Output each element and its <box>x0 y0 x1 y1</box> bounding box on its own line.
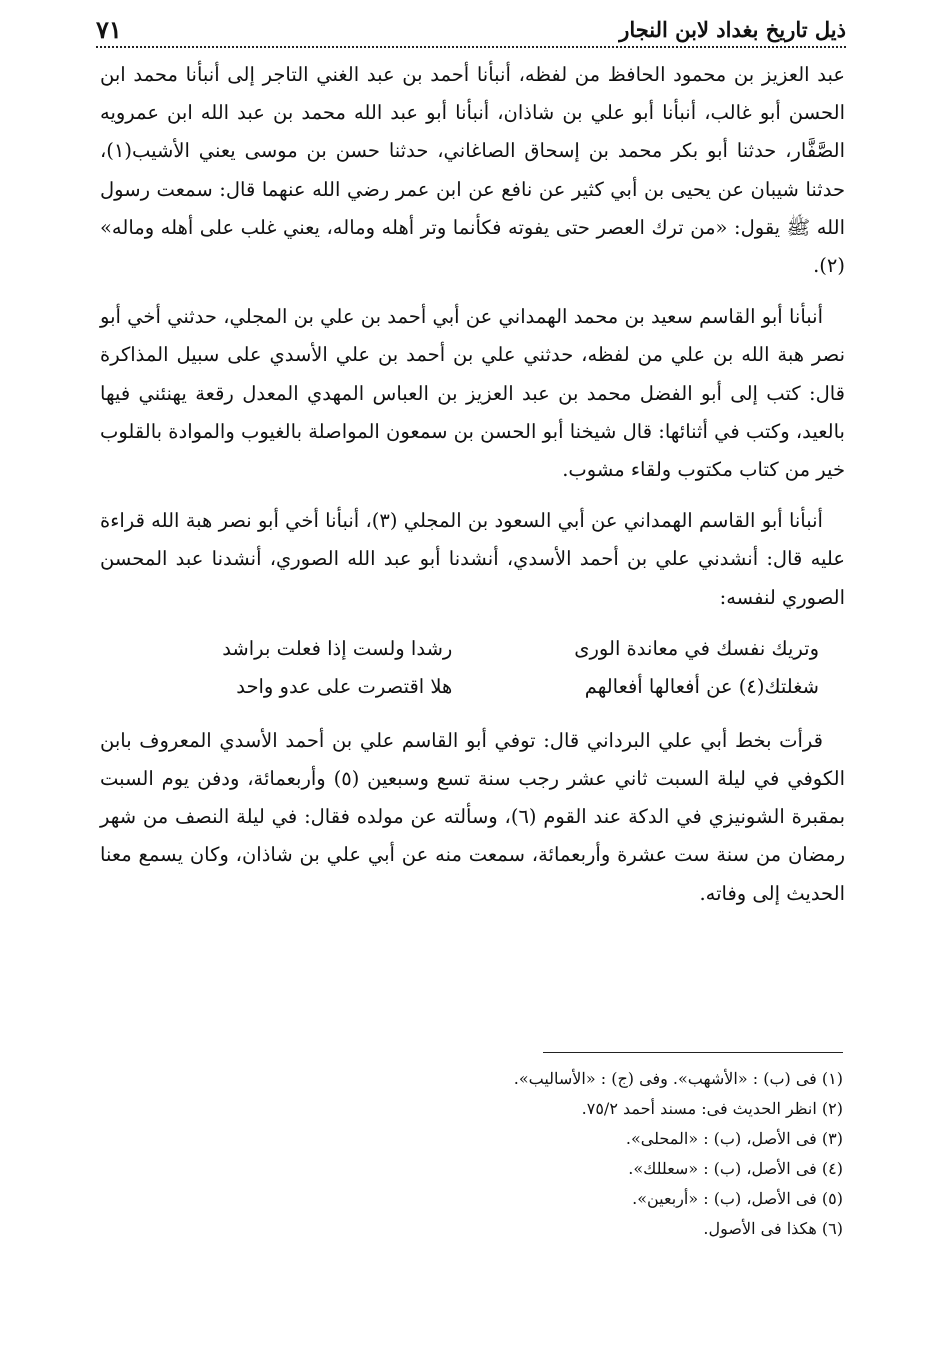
hemistich-first: شغلتك(٤) عن أفعالها أفعالهم <box>584 674 819 698</box>
running-header <box>96 12 846 48</box>
paragraph-4: قرأت بخط أبي علي البرداني قال: توفي أبو القاسم علي بن أحمد الأسدي المعروف بابن الكوفي في ليلة السبت ثاني عشر رجب سنة تسع وسبعين (٥) وأربعمائة، ودفن يوم السبت بمقبرة الشونيزي في الدكة عند القوم (٦)، وسألته عن مولده فقال: في ليلة النصف من شهر رمضان من سنة ست عشرة وأربعمائة، سمعت منه عن أبي علي بن شاذان، وكان يسمع معنا الحديث إلى وفاته. <box>100 728 845 905</box>
hemistich-second: هلا اقتصرت على عدو واحد <box>236 674 453 698</box>
footnote: (٦) هكذا فى الأصول. <box>703 1219 843 1238</box>
footnote: (١) فى (ب) : «الأشهب». وفى (ج) : «الأساليب». <box>513 1069 843 1088</box>
book-title: ذيل تاريخ بغداد لابن النجار <box>619 16 846 42</box>
poem <box>100 630 845 706</box>
hemistich-second: رشدا ولست إذا فعلت براشد <box>222 636 453 660</box>
footnote-divider <box>543 1052 843 1053</box>
footnote: (٥) فى الأصل، (ب) : «أربعين». <box>632 1189 843 1208</box>
main-text <box>100 56 845 926</box>
paragraph-1: عبد العزيز بن محمود الحافظ من لفظه، أنبأنا أحمد بن عبد الغني التاجر إلى أنبأنا محمد ابن الحسن أبو غالب، أنبأنا أبو علي بن شاذان، أنبأنا أبو عبد الله محمد بن عبد الله ابن عمرويه الصَّفَّار، حدثنا أبو بكر محمد بن إسحاق الصاغاني، حدثنا حسن بن موسى يعني الأشيب(١)، حدثنا شيبان عن يحيى بن أبي كثير عن نافع عن ابن عمر رضي الله عنهما قال: سمعت رسول الله ﷺ يقول: «من ترك العصر حتى يفوته فكأنما وتر أهله وماله، يعني غلب على أهله وماله» (٢). <box>100 63 845 278</box>
paragraph-3: أنبأنا أبو القاسم الهمداني عن أبي السعود بن المجلي (٣)، أنبأنا أخي أبو نصر هبة الله قراءة عليه قال: أنشدني علي بن أحمد الأسدي، أنشدنا أبو عبد الله الصوري، أنشدنا عبد المحسن الصوري لنفسه: <box>100 509 845 609</box>
hemistich-first: وتريك نفسك في معاندة الورى <box>574 636 819 660</box>
paragraph-2: أنبأنا أبو القاسم سعيد بن محمد الهمداني عن أبي أحمد بن علي بن المجلي، حدثني أخي أبو نصر هبة الله بن علي من لفظه، حدثني علي بن أحمد بن علي الأسدي على سبيل المذاكرة قال: كتب إلى أبو الفضل محمد بن عبد العزيز بن العباس المهدي المعدل رقعة يهنئني فيها بالعيد، وكتب في أثنائها: قال شيخنا أبو الحسن بن سمعون المواصلة بالغيوب والموادة بالقلوب خير من كتاب مكتوب ولقاء مشوب. <box>100 305 845 482</box>
footnote: (٢) انظر الحديث فى: مسند أحمد ٧٥/٢. <box>581 1099 843 1118</box>
verse-line <box>100 668 845 706</box>
footnote: (٣) فى الأصل، (ب) : «المحلى». <box>625 1129 843 1148</box>
footnote: (٤) فى الأصل، (ب) : «سعللك». <box>628 1159 843 1178</box>
verse-line <box>100 630 845 668</box>
footnotes <box>343 1064 843 1244</box>
page-number: ٧١ <box>96 14 122 44</box>
